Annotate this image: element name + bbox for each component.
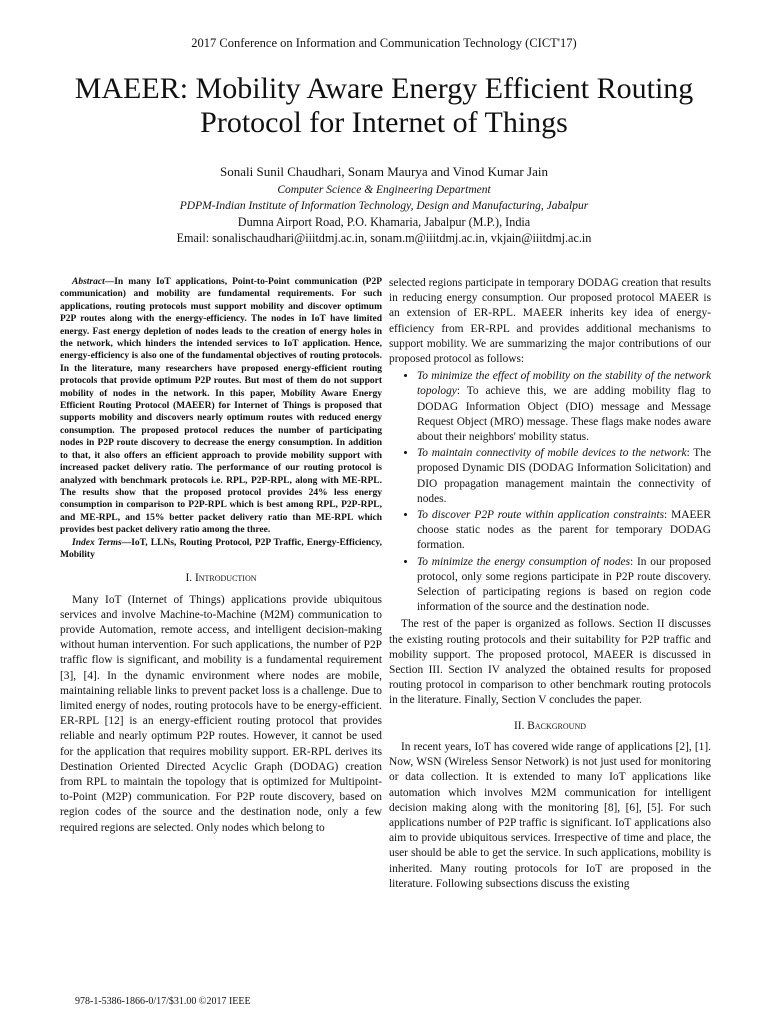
affiliation-address: Dumna Airport Road, P.O. Khamaria, Jabalpur (M.P.), India: [237, 215, 531, 229]
section-heading-background: II. Background: [514, 719, 586, 732]
affiliation-institute: PDPM-Indian Institute of Information Technology, Design and Manufacturing, Jabalpur: [179, 200, 589, 212]
abstract-lead: Abstract: [72, 277, 105, 287]
index-terms-lead: Index Terms: [72, 537, 122, 548]
affiliation-email: Email: sonalischaudhari@iiitdmj.ac.in, sonam.m@iiitdmj.ac.in, vkjain@iiitdmj.ac.in: [176, 231, 592, 245]
abstract-text: —In many IoT applications, Point-to-Point communication (P2P communication) and mobility are fundamental requirements. For such applications, routing protocols must support mobility and discover optimum P2P routes along with the energy-efficiency. The nodes in IoT have limited energy. Fast energy depletion of nodes leads to the creation of energy holes in the network, which hinders the intended services to IoT application. Hence, energy-efficiency is also one of the fundamental objectives of routing protocols. In the literature, many researchers have proposed energy-efficient routing protocols that provide optimum P2P routes. But most of them do not support mobility of nodes in the network. In this paper, Mobility Aware Energy Efficient Routing Protocol (MAEER) for Internet of Things is proposed that supports mobility and discovers nearly optimum routes with reduced energy consumption. The proposed protocol reduces the number of participating nodes in P2P route discovery to decrease the energy consumption. In addition to that, it also offers an efficient approach to provide mobility support with increased packet delivery ratio. The performance of our routing protocol is analyzed with benchmark protocols i.e. RPL, P2P-RPL, along with ME-RPL. The results show that the proposed protocol provides 24% less energy consumption in comparison to P2P-RPL which is best among RPL, P2P-RPL, and ME-RPL, and 15% better packet delivery ratio than ME-RPL which provides best packet delivery ratio among the three.: [60, 277, 382, 536]
paper-title: MAEER: Mobility Aware Energy Efficient Routing Protocol for Internet of Things: [74, 72, 694, 139]
introduction-continued: selected regions participate in temporary DODAG creation that results in reducing energy consumption. Our proposed protocol MAEER is an extension of ER-RPL. MAEER inherits key idea of energy-efficiency from ER-RPL and provides additional mechanisms to support mobility. We are summarizing the major contributions of our proposed protocol as follows:: [389, 277, 711, 366]
list-item: • To minimize the effect of mobility on the stability of the network topology: To achieve this, we are adding mobility flag to DODAG Information Object (DIO) message and Message Request Object (MRO) message. These flags make nodes aware about their neighbors' mobility status.: [417, 369, 711, 445]
list-item: • To discover P2P route within application constraints: MAEER choose static nodes as the parent for temporary DODAG formation.: [417, 508, 711, 554]
contributions-list: [389, 369, 711, 615]
index-terms: [60, 537, 382, 562]
background-paragraph: In recent years, IoT has covered wide range of applications [2], [1]. Now, WSN (Wireless Sensor Network) is not just used for monitoring or data collection. It is extended to many IoT applications like automation which involves M2M communication for intelligent decision making along with the monitoring [8], [6], [5]. For such applications number of P2P traffic is significant. IoT applications also aim to provide ubiquitous services. Irrespective of time and place, the user should be able to get the service. In such applications, mobility is inherited. Many routing protocols for IoT are proposed in the literature. Following subsections discuss the existing: [389, 740, 711, 890]
affiliation-department: Computer Science & Engineering Department: [277, 184, 491, 196]
copyright-footer: 978-1-5386-1866-0/17/$31.00 ©2017 IEEE: [75, 996, 251, 1007]
conference-header: 2017 Conference on Information and Communication Technology (CICT'17): [191, 36, 577, 50]
index-terms-text: —IoT, LLNs, Routing Protocol, P2P Traffic, Energy-Efficiency, Mobility: [60, 537, 382, 560]
paper-authors: Sonali Sunil Chaudhari, Sonam Maurya and Vinod Kumar Jain: [220, 164, 548, 179]
right-column: [389, 276, 711, 892]
left-column: [60, 276, 382, 836]
introduction-paragraph: Many IoT (Internet of Things) applications provide ubiquitous services and involve Machine-to-Machine (M2M) communication to provide Automation, remote access, and intelligent decision-making without human intervention. For such applications, the number of P2P traffic flow is significant, and mobility is a fundamental requirement [3], [4]. In the dynamic environment where nodes are mobile, maintaining reliable links to prevent packet loss is a challenge. Due to limited energy of nodes, routing protocols have to be energy-efficient. ER-RPL [12] is an energy-efficient routing protocol that provides reliable and nearly optimum P2P routes. However, it cannot be used for the application that requires mobility support. ER-RPL derives its Destination Oriented Directed Acyclic Graph (DODAG) creation from RPL to maintain the topology that is optimized for Multipoint-to-Point (M2P) communication. For P2P route discovery, based on region codes of the source and the destination node, only a few required regions are selected. Only nodes which belong to: [60, 593, 382, 834]
list-item: • To minimize the energy consumption of nodes: In our proposed protocol, only some regions participate in P2P route discovery. Selection of participating regions is based on region code information of the source and the destination node.: [417, 555, 711, 616]
paper-organization-paragraph: The rest of the paper is organized as follows. Section II discusses the existing routing protocols and their suitability for P2P traffic and mobility support. The proposed protocol, MAEER is discussed in Section III. Section IV analyzed the obtained results for proposed routing protocol in comparison to other benchmark routing protocols in the literature. Finally, Section V concludes the paper.: [389, 618, 711, 707]
list-item: • To maintain connectivity of mobile devices to the network: The proposed Dynamic DIS (DODAG Information Solicitation) and DIO propagation management maintain the connectivity of nodes.: [417, 446, 711, 507]
section-heading-introduction: I. Introduction: [185, 572, 257, 585]
abstract: [60, 276, 382, 537]
